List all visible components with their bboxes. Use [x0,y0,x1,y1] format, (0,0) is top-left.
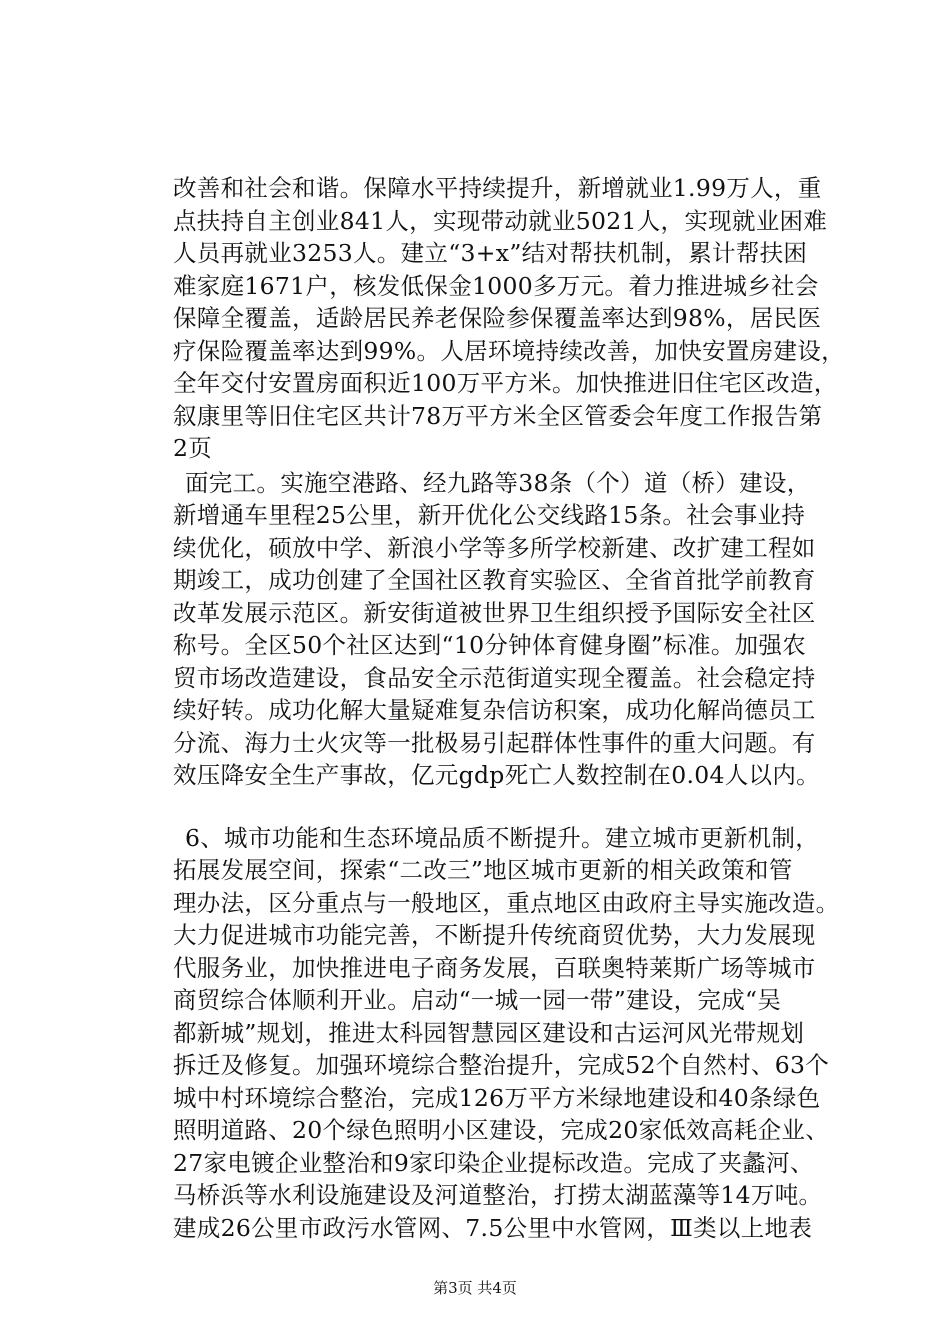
text-line: 人员再就业3253人。建立“3+x”结对帮扶机制，累计帮扶困 [173,239,808,267]
text-line: 城中村环境综合整治，完成126万平方米绿地建设和40条绿色 [173,1083,821,1112]
paragraph-social-security [173,172,857,465]
text-line: 6、城市功能和生态环境品质不断提升。建立城市更新机制， [185,823,820,852]
text-line: 改善和社会和谐。保障水平持续提升，新增就业1.99万人，重 [173,174,822,202]
text-line: 称号。全区50个社区达到“10分钟体育健身圈”标准。加强农 [173,631,807,659]
text-line: 27家电镀企业整治和9家印染企业提标改造。完成了夹蠡河、 [173,1148,814,1177]
document-body [173,172,857,1244]
text-line: 新增通车里程25公里，新开优化公交线路15条。社会事业持 [173,501,806,529]
text-line: 续优化，硕放中学、新浪小学等多所学校新建、改扩建工程如 [173,533,816,562]
text-line: 大力促进城市功能完善，不断提升传统商贸优势，大力发展现 [173,921,816,949]
text-line: 保障全覆盖，适龄居民养老保险参保覆盖率达到98%，居民医 [173,304,822,332]
paragraph-social-affairs [173,467,857,792]
text-line: 叙康里等旧住宅区共计78万平方米全区管委会年度工作报告第 [173,401,823,430]
text-line: 全年交付安置房面积近100万平方米。加快推进旧住宅区改造， [173,369,838,397]
text-line: 分流、海力士火灾等一批极易引起群体性事件的重大问题。有 [173,728,816,757]
text-line: 改革发展示范区。新安街道被世界卫生组织授予国际安全社区 [173,598,816,627]
text-line: 照明道路、20个绿色照明小区建设，完成20家低效高耗企业、 [173,1116,830,1144]
text-line: 商贸综合体顺利开业。启动“一城一园一带”建设，完成“吴 [173,986,782,1014]
text-line: 理办法，区分重点与一般地区，重点地区由政府主导实施改造。 [173,888,840,917]
text-line: 马桥浜等水利设施建设及河道整治，打捞太湖蓝藻等14万吨。 [173,1181,823,1209]
page-footer: 第3页 共4页 [433,1279,517,1297]
text-line: 点扶持自主创业841人，实现带动就业5021人，实现就业困难 [173,206,828,235]
text-line: 难家庭1671户，核发低保金1000多万元。着力推进城乡社会 [173,271,819,300]
text-line: 效压降安全生产事故，亿元gdp死亡人数控制在0.04人以内。 [173,761,820,789]
text-line: 拓展发展空间，探索“二改三”地区城市更新的相关政策和管 [173,856,793,884]
paragraph-urban-function [173,822,857,1245]
text-line: 贸市场改造建设，食品安全示范街道实现全覆盖。社会稳定持 [173,663,816,692]
text-line: 都新城”规划，推进太科园智慧园区建设和古运河风光带规划 [173,1018,805,1047]
text-line: 代服务业，加快推进电子商务发展，百联奥特莱斯广场等城市 [173,953,816,982]
text-line: 建成26公里市政污水管网、7.5公里中水管网，Ⅲ类以上地表 [173,1213,813,1242]
text-line: 拆迁及修复。加强环境综合整治提升，完成52个自然村、63个 [173,1051,830,1079]
text-line: 2页 [173,434,213,462]
text-line: 面完工。实施空港路、经九路等38条（个）道（桥）建设， [185,468,811,497]
text-line: 期竣工，成功创建了全国社区教育实验区、全省首批学前教育 [173,566,816,594]
text-line: 疗保险覆盖率达到99%。人居环境持续改善，加快安置房建设， [173,336,845,365]
text-line: 续好转。成功化解大量疑难复杂信访积案，成功化解尚德员工 [173,696,816,724]
